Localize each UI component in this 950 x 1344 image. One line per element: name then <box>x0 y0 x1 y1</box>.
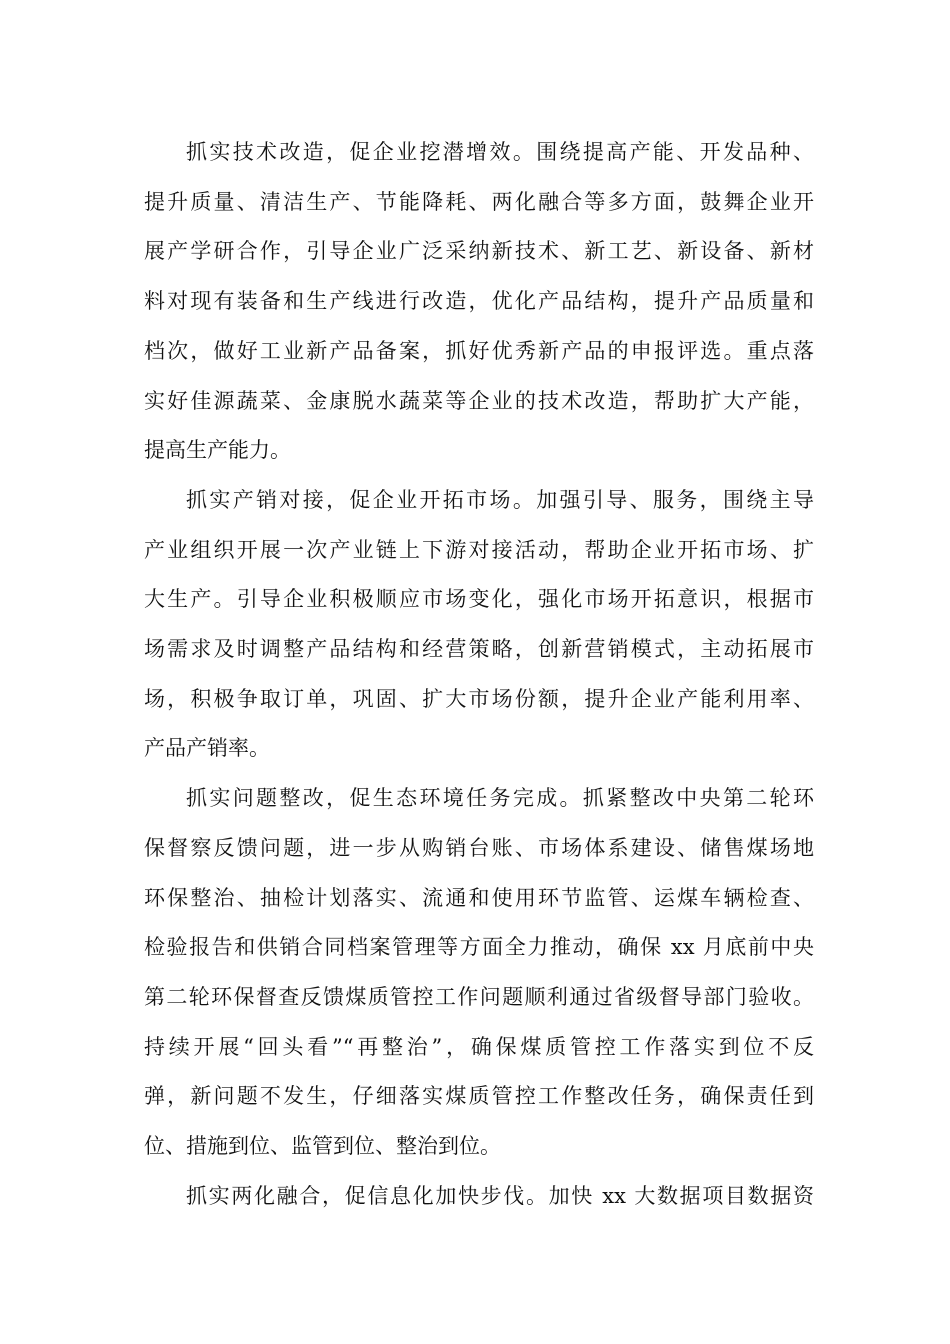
text-line: 抓实技术改造，促企业挖潜增效。围绕提高产能、开发品种、 <box>186 140 814 164</box>
paragraph-digital-integration <box>144 1172 814 1222</box>
text-line: 提高生产能力。 <box>144 438 291 463</box>
paragraph-technical-upgrade <box>144 128 814 476</box>
document-body <box>144 128 814 1221</box>
text-line: 提升质量、清洁生产、节能降耗、两化融合等多方面，鼓舞企业开 <box>144 189 814 214</box>
text-line: 第二轮环保督查反馈煤质管控工作问题顺利通过省级督导部门验收。 <box>144 984 814 1009</box>
text-line: 位、措施到位、监管到位、整治到位。 <box>144 1134 501 1159</box>
text-line: 产品产销率。 <box>144 736 270 761</box>
text-line: 档次，做好工业新产品备案，抓好优秀新产品的申报评选。重点落 <box>144 338 814 363</box>
text-line: 抓实问题整改，促生态环境任务完成。抓紧整改中央第二轮环 <box>186 786 814 811</box>
text-line: 产业组织开展一次产业链上下游对接活动，帮助企业开拓市场、扩 <box>144 537 814 562</box>
text-line: 环保整治、抽检计划落实、流通和使用环节监管、运煤车辆检查、 <box>144 885 814 910</box>
paragraph-rectification <box>144 774 814 1172</box>
text-line: 场，积极争取订单，巩固、扩大市场份额，提升企业产能利用率、 <box>144 686 814 711</box>
paragraph-market-matching <box>144 476 814 774</box>
text-line: 料对现有装备和生产线进行改造，优化产品结构，提升产品质量和 <box>144 289 814 314</box>
text-line: 保督察反馈问题，进一步从购销台账、市场体系建设、储售煤场地 <box>144 835 814 860</box>
text-line: 抓实两化融合，促信息化加快步伐。加快 xx 大数据项目数据资 <box>186 1183 814 1208</box>
text-line: 检验报告和供销合同档案管理等方面全力推动，确保 xx 月底前中央 <box>144 935 814 960</box>
text-line: 实好佳源蔬菜、金康脱水蔬菜等企业的技术改造，帮助扩大产能， <box>144 388 814 413</box>
text-line: 展产学研合作，引导企业广泛采纳新技术、新工艺、新设备、新材 <box>144 239 814 264</box>
text-line: 弹，新问题不发生，仔细落实煤质管控工作整改任务，确保责任到 <box>144 1084 814 1109</box>
text-line: 持续开展“回头看”“再整治”，确保煤质管控工作落实到位不反 <box>144 1034 814 1059</box>
text-line: 抓实产销对接，促企业开拓市场。加强引导、服务，围绕主导 <box>186 487 814 512</box>
text-line: 场需求及时调整产品结构和经营策略，创新营销模式，主动拓展市 <box>144 637 814 662</box>
text-line: 大生产。引导企业积极顺应市场变化，强化市场开拓意识，根据市 <box>144 587 814 612</box>
